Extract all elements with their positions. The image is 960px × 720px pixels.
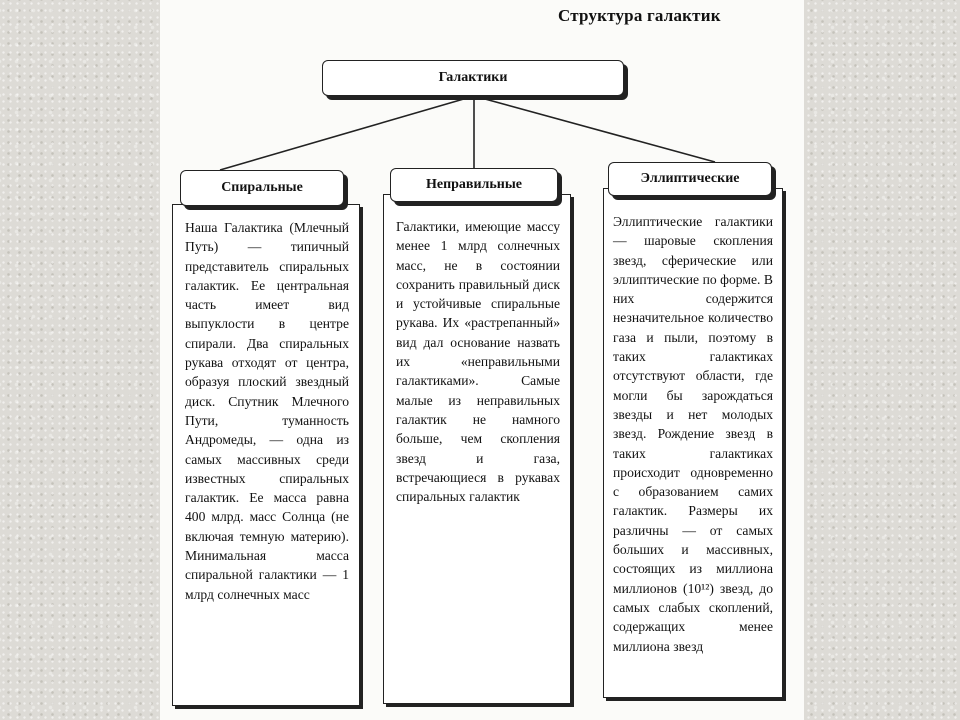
root-node-label: Галактики <box>438 70 508 85</box>
category-spiral-label: Спиральные <box>221 180 303 195</box>
category-elliptical-label: Эллиптические <box>640 171 740 186</box>
category-spiral <box>180 170 344 206</box>
page-title: Структура галактик <box>558 6 721 25</box>
category-irregular-label: Неправильные <box>425 177 523 192</box>
column-spiral-text: Наша Галактика (Млечный Путь) — типичный представитель спиральных галактик. Ее центральная часть имеет вид выпуклости в центре спирали. Два спиральных рукава отходят от центра, образуя плоский звездный диск. Спутник Млечного Пути, туманность Андромеды, — одна из самых массивных среди известных спиральных галактик. Ее масса равна 400 млрд. масс Солнца (не включая темную материю). Минимальная масса спиральной галактики — 1 млрд солнечных масс <box>185 220 349 602</box>
category-elliptical <box>608 162 772 196</box>
root-node-galaxies <box>322 60 624 96</box>
column-elliptical-text: Эллиптические галактики — шаровые скопления звезд, сферические или эллиптические по форме. В них содержится незначительное количество газа и пыли, поэтому в таких галактиках отсутствуют области, где могли бы зарождаться звезды и нет молодых звезд. Рождение звезд в таких галактиках происходит одновременно с образованием самих галактик. Размеры их различны — от самых больших и массивных, состоящих из миллиона миллионов (10¹²) звезд, до самых слабых скоплений, содержащих менее миллиона звезд <box>613 214 773 654</box>
category-irregular <box>390 168 558 202</box>
column-irregular-text: Галактики, имеющие массу менее 1 млрд солнечных масс, не в состоянии сохранить правильный диск и устойчивые спиральные рукава. Их «растрепанный» вид дал основание назвать их «неправильными галактиками». Самые малые из неправильных галактик не намного больше, чем скопления звезд и газа, встречающиеся в рукавах спиральных галактик <box>396 219 560 505</box>
